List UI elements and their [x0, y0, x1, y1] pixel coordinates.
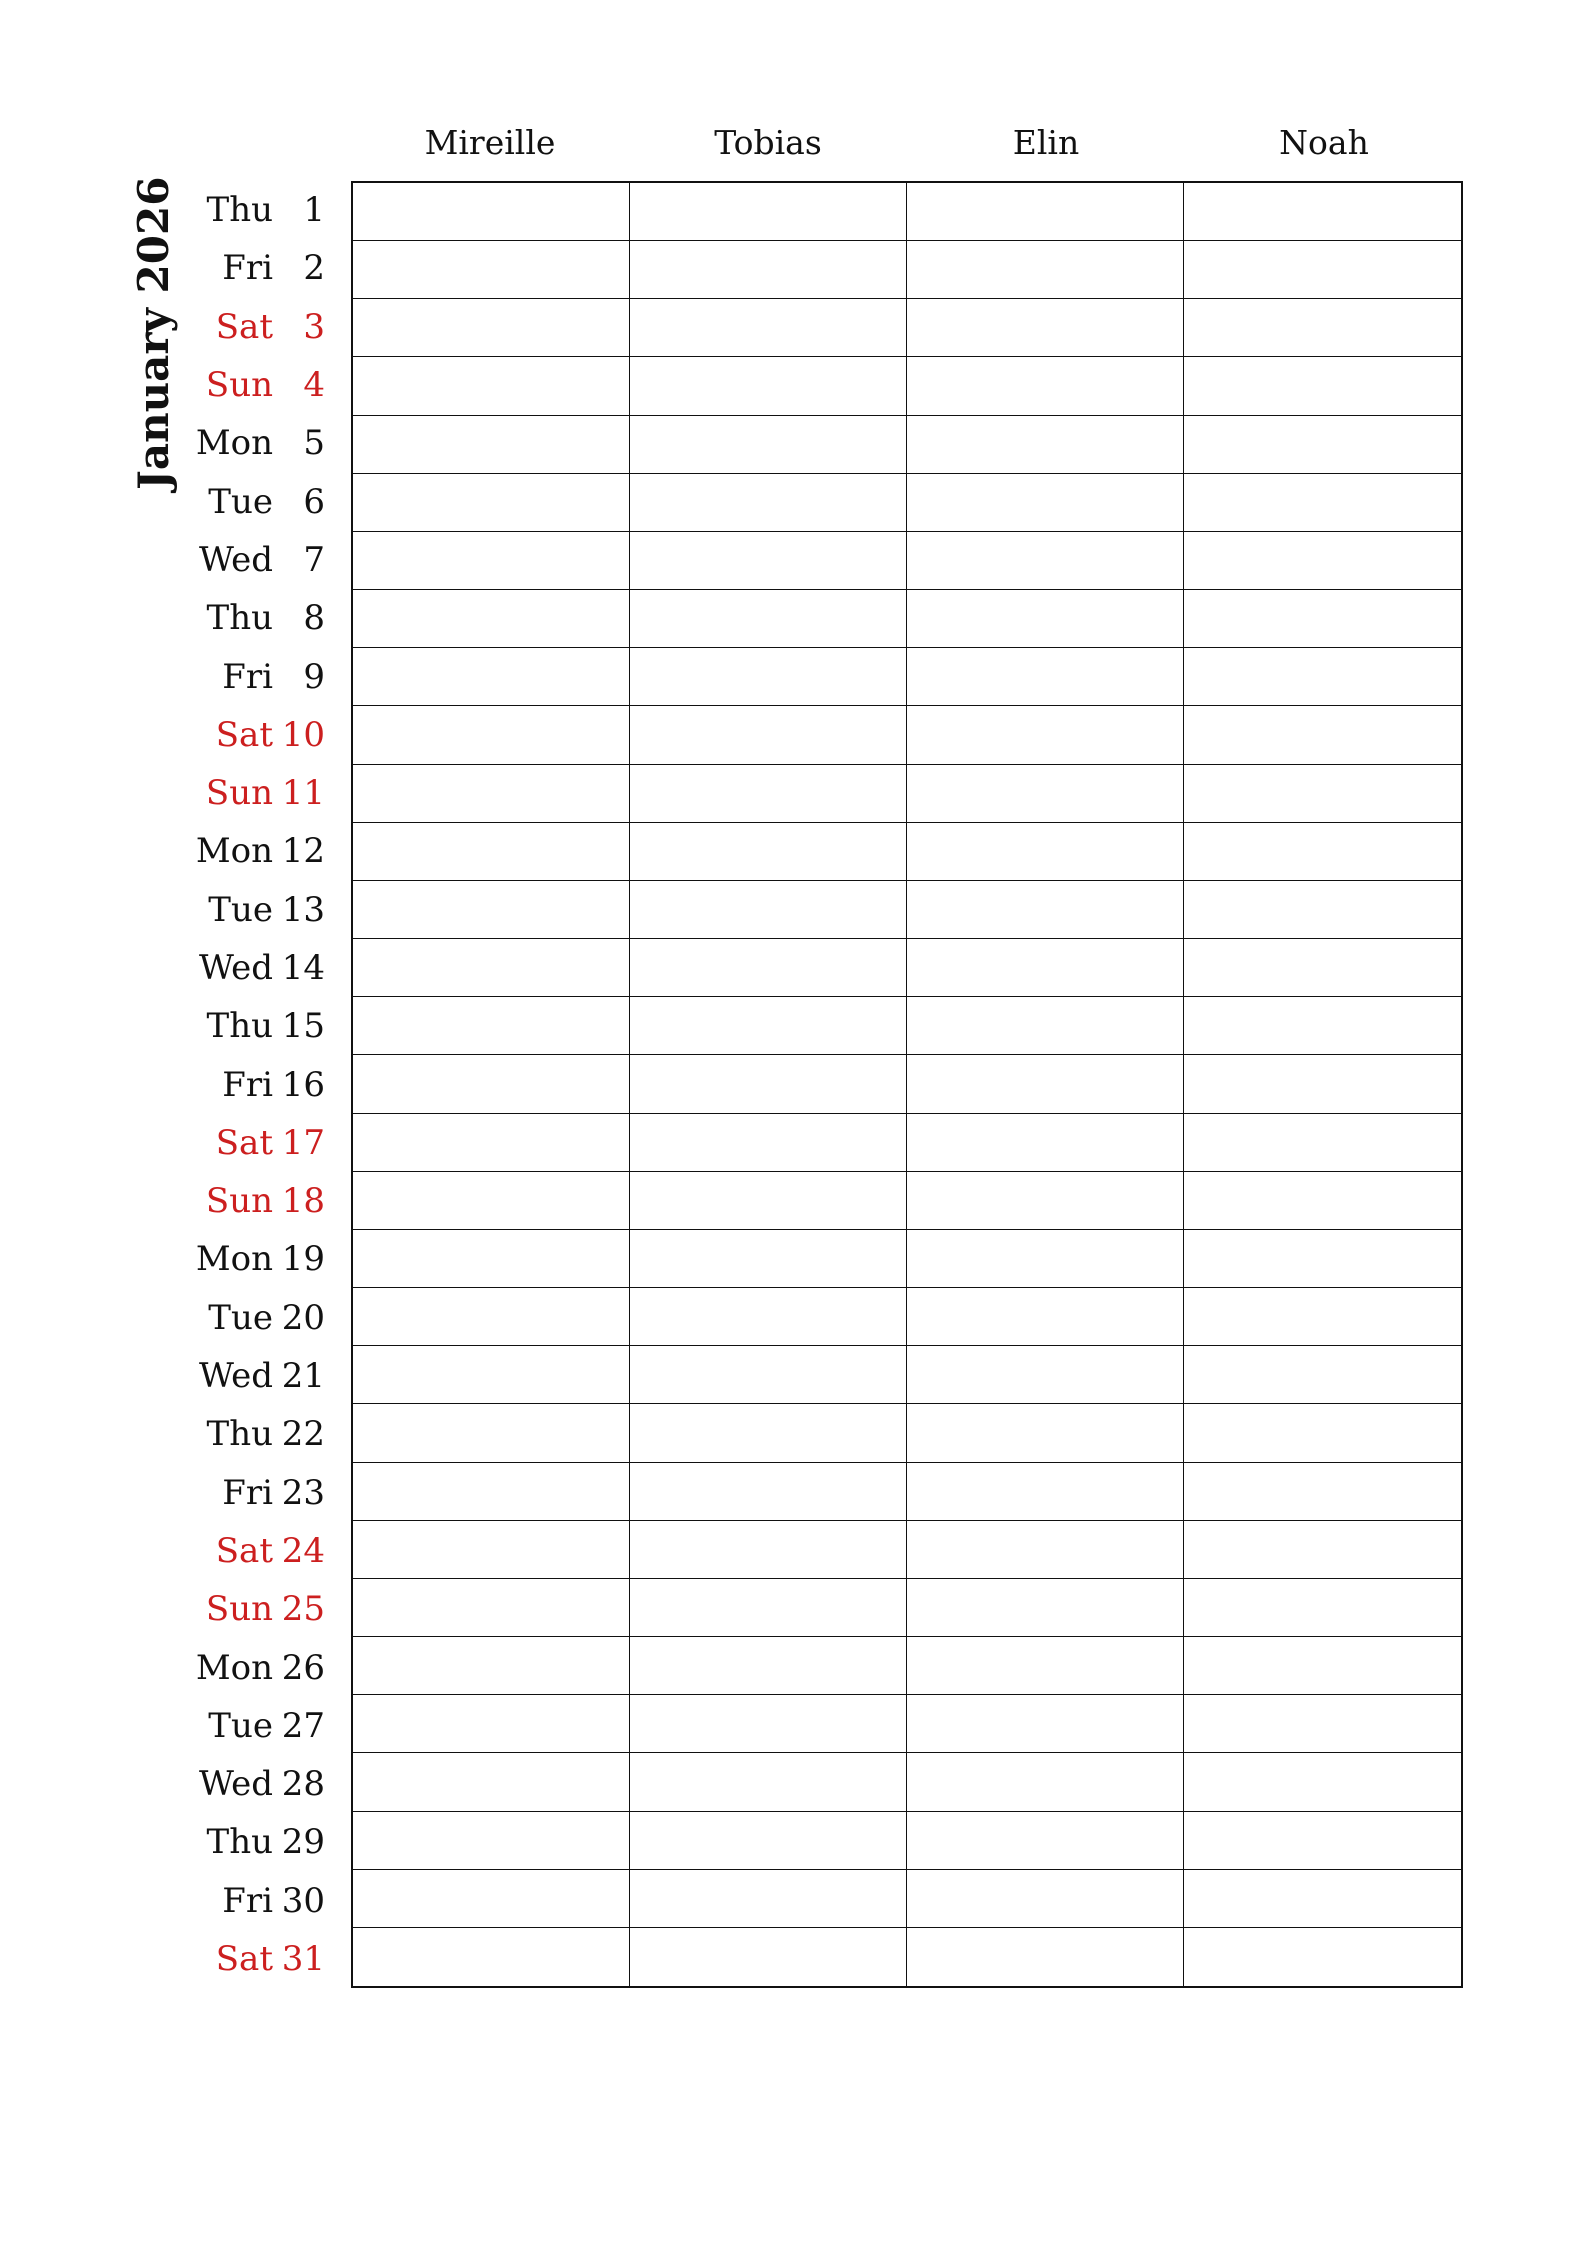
day-number: 6 [303, 481, 325, 522]
schedule-cell[interactable] [353, 1230, 630, 1288]
day-label [180, 414, 325, 472]
schedule-cell[interactable] [1184, 881, 1461, 939]
schedule-cell[interactable] [907, 706, 1184, 764]
schedule-cell[interactable] [1184, 1055, 1461, 1113]
schedule-cell[interactable] [630, 1812, 907, 1870]
day-of-week: Sun [205, 365, 273, 406]
schedule-cell[interactable] [907, 1812, 1184, 1870]
day-of-week: Mon [195, 1647, 273, 1688]
day-number: 15 [281, 1006, 325, 1047]
schedule-cell[interactable] [1184, 1230, 1461, 1288]
schedule-cell[interactable] [353, 1928, 630, 1986]
day-number: 1 [303, 190, 325, 231]
schedule-cell[interactable] [353, 1753, 630, 1811]
day-of-week: Thu [206, 1822, 273, 1863]
day-number: 29 [281, 1822, 325, 1863]
schedule-cell[interactable] [353, 590, 630, 648]
schedule-cell[interactable] [1184, 590, 1461, 648]
schedule-cell[interactable] [1184, 1114, 1461, 1172]
schedule-cell[interactable] [630, 1404, 907, 1462]
schedule-cell[interactable] [630, 299, 907, 357]
schedule-cell[interactable] [630, 1288, 907, 1346]
schedule-cell[interactable] [630, 648, 907, 706]
day-of-week: Sat [215, 306, 273, 347]
day-of-week: Thu [206, 598, 273, 639]
day-of-week: Sat [215, 1530, 273, 1571]
day-label [180, 1172, 325, 1230]
day-of-week: Fri [222, 1472, 273, 1513]
day-of-week: Fri [222, 1880, 273, 1921]
day-label [180, 1464, 325, 1522]
schedule-cell[interactable] [630, 939, 907, 997]
schedule-cell[interactable] [1184, 997, 1461, 1055]
day-number: 5 [303, 423, 325, 464]
schedule-cell[interactable] [1184, 1695, 1461, 1753]
day-of-week: Thu [206, 1414, 273, 1455]
schedule-cell[interactable] [1184, 823, 1461, 881]
day-label [180, 589, 325, 647]
schedule-cell[interactable] [1184, 1812, 1461, 1870]
day-of-week: Fri [222, 1064, 273, 1105]
day-label [180, 472, 325, 530]
schedule-cell[interactable] [353, 1114, 630, 1172]
schedule-cell[interactable] [1184, 1753, 1461, 1811]
schedule-cell[interactable] [907, 1463, 1184, 1521]
schedule-cell[interactable] [907, 1404, 1184, 1462]
day-number: 7 [303, 539, 325, 580]
schedule-cell[interactable] [630, 1753, 907, 1811]
day-number: 2 [303, 248, 325, 289]
schedule-cell[interactable] [1184, 1928, 1461, 1986]
day-of-week: Tue [208, 889, 273, 930]
day-label [180, 881, 325, 939]
day-label [180, 1055, 325, 1113]
day-number: 31 [281, 1939, 325, 1980]
schedule-cell[interactable] [630, 1463, 907, 1521]
schedule-cell[interactable] [1184, 1637, 1461, 1695]
schedule-cell[interactable] [353, 765, 630, 823]
schedule-cell[interactable] [353, 997, 630, 1055]
schedule-cell[interactable] [353, 299, 630, 357]
schedule-cell[interactable] [630, 183, 907, 241]
schedule-cell[interactable] [907, 299, 1184, 357]
schedule-cell[interactable] [907, 648, 1184, 706]
schedule-cell[interactable] [1184, 1463, 1461, 1521]
day-of-week: Wed [198, 948, 273, 988]
day-of-week: Fri [222, 248, 273, 289]
day-of-week: Wed [198, 1356, 273, 1397]
day-label [180, 1405, 325, 1463]
schedule-cell[interactable] [630, 823, 907, 881]
schedule-cell[interactable] [1184, 474, 1461, 532]
schedule-cell[interactable] [353, 1870, 630, 1928]
schedule-cell[interactable] [630, 1695, 907, 1753]
schedule-cell[interactable] [1184, 706, 1461, 764]
schedule-cell[interactable] [907, 590, 1184, 648]
day-label [180, 1697, 325, 1755]
day-label [180, 647, 325, 705]
day-number: 30 [281, 1880, 325, 1921]
schedule-cell[interactable] [907, 1230, 1184, 1288]
day-of-week: Tue [208, 1297, 273, 1338]
day-number: 25 [281, 1589, 325, 1630]
person-header: Elin [1012, 123, 1080, 162]
schedule-cell[interactable] [630, 1579, 907, 1637]
schedule-cell[interactable] [353, 241, 630, 299]
day-number: 8 [303, 598, 325, 639]
day-of-week: Thu [206, 1006, 273, 1047]
schedule-cell[interactable] [353, 1288, 630, 1346]
person-header: Mireille [424, 123, 556, 162]
day-of-week: Tue [208, 481, 273, 522]
day-number: 17 [281, 1122, 325, 1163]
schedule-cell[interactable] [907, 881, 1184, 939]
schedule-cell[interactable] [630, 1230, 907, 1288]
schedule-cell[interactable] [353, 183, 630, 241]
day-label [180, 1580, 325, 1638]
schedule-cell[interactable] [630, 1637, 907, 1695]
day-of-week: Thu [206, 190, 273, 231]
schedule-cell[interactable] [630, 474, 907, 532]
schedule-cell[interactable] [907, 1288, 1184, 1346]
day-number: 12 [281, 831, 325, 872]
day-label [180, 356, 325, 414]
schedule-cell[interactable] [1184, 241, 1461, 299]
schedule-cell[interactable] [630, 532, 907, 590]
schedule-cell[interactable] [907, 416, 1184, 474]
schedule-cell[interactable] [353, 1637, 630, 1695]
schedule-cell[interactable] [1184, 1579, 1461, 1637]
schedule-cell[interactable] [907, 1753, 1184, 1811]
day-label [180, 181, 325, 239]
day-label [180, 1930, 325, 1988]
schedule-cell[interactable] [907, 532, 1184, 590]
day-label [180, 1813, 325, 1871]
day-label [180, 1347, 325, 1405]
day-label [180, 997, 325, 1055]
schedule-cell[interactable] [630, 1114, 907, 1172]
day-of-week: Sun [205, 1181, 273, 1222]
schedule-cell[interactable] [353, 416, 630, 474]
schedule-cell[interactable] [353, 1579, 630, 1637]
schedule-cell[interactable] [1184, 1288, 1461, 1346]
schedule-cell[interactable] [630, 416, 907, 474]
schedule-cell[interactable] [353, 1812, 630, 1870]
schedule-cell[interactable] [630, 706, 907, 764]
day-of-week: Fri [222, 656, 273, 697]
schedule-cell[interactable] [1184, 183, 1461, 241]
day-of-week: Wed [198, 539, 273, 580]
schedule-cell[interactable] [630, 1055, 907, 1113]
day-label [180, 1289, 325, 1347]
schedule-cell[interactable] [907, 1695, 1184, 1753]
schedule-cell[interactable] [1184, 648, 1461, 706]
schedule-cell[interactable] [1184, 1346, 1461, 1404]
day-of-week: Mon [195, 831, 273, 872]
month-title: January 2026 [129, 176, 178, 490]
day-of-week: Sat [215, 1939, 273, 1980]
schedule-cell[interactable] [353, 939, 630, 997]
schedule-cell[interactable] [353, 1172, 630, 1230]
schedule-cell[interactable] [907, 1928, 1184, 1986]
schedule-cell[interactable] [907, 1114, 1184, 1172]
schedule-cell[interactable] [630, 881, 907, 939]
day-of-week: Mon [195, 1239, 273, 1280]
schedule-cell[interactable] [907, 765, 1184, 823]
day-label [180, 706, 325, 764]
schedule-cell[interactable] [1184, 939, 1461, 997]
schedule-cell[interactable] [353, 648, 630, 706]
day-number: 28 [281, 1764, 325, 1805]
schedule-cell[interactable] [630, 590, 907, 648]
day-number: 18 [281, 1181, 325, 1222]
day-number: 20 [281, 1297, 325, 1338]
schedule-cell[interactable] [1184, 765, 1461, 823]
schedule-cell[interactable] [907, 1172, 1184, 1230]
day-number: 19 [281, 1239, 325, 1280]
day-of-week: Sun [205, 1589, 273, 1630]
schedule-cell[interactable] [353, 1346, 630, 1404]
day-number: 24 [281, 1530, 325, 1571]
day-of-week: Sat [215, 714, 273, 755]
schedule-cell[interactable] [907, 997, 1184, 1055]
day-number: 11 [281, 773, 325, 814]
day-label-column [180, 181, 325, 1988]
day-number: 14 [281, 948, 325, 988]
day-of-week: Wed [198, 1764, 273, 1805]
schedule-cell[interactable] [907, 474, 1184, 532]
schedule-cell[interactable] [353, 881, 630, 939]
day-of-week: Mon [195, 423, 273, 464]
schedule-cell[interactable] [353, 357, 630, 415]
schedule-cell[interactable] [353, 1463, 630, 1521]
schedule-cell[interactable] [907, 939, 1184, 997]
day-label [180, 822, 325, 880]
schedule-cell[interactable] [630, 1172, 907, 1230]
schedule-cell[interactable] [1184, 1870, 1461, 1928]
schedule-cell[interactable] [907, 823, 1184, 881]
day-label [180, 1638, 325, 1696]
schedule-cell[interactable] [1184, 357, 1461, 415]
person-header-row [351, 118, 1463, 168]
day-number: 10 [281, 714, 325, 755]
schedule-cell[interactable] [1184, 1404, 1461, 1462]
day-number: 9 [303, 656, 325, 697]
schedule-cell[interactable] [1184, 1521, 1461, 1579]
day-label [180, 239, 325, 297]
schedule-cell[interactable] [907, 1055, 1184, 1113]
day-number: 13 [281, 889, 325, 930]
schedule-cell[interactable] [907, 1346, 1184, 1404]
schedule-cell[interactable] [907, 1521, 1184, 1579]
day-label [180, 1522, 325, 1580]
person-header: Noah [1279, 123, 1369, 162]
schedule-cell[interactable] [630, 1346, 907, 1404]
day-label [180, 764, 325, 822]
schedule-cell[interactable] [630, 997, 907, 1055]
day-label [180, 1230, 325, 1288]
day-label [180, 1755, 325, 1813]
schedule-cell[interactable] [630, 241, 907, 299]
schedule-cell[interactable] [353, 532, 630, 590]
day-number: 4 [303, 365, 325, 406]
schedule-cell[interactable] [353, 1055, 630, 1113]
schedule-cell[interactable] [907, 1870, 1184, 1928]
schedule-cell[interactable] [353, 823, 630, 881]
schedule-cell[interactable] [630, 1521, 907, 1579]
day-label [180, 298, 325, 356]
schedule-grid [351, 181, 1463, 1988]
day-label [180, 1114, 325, 1172]
schedule-cell[interactable] [1184, 1172, 1461, 1230]
day-number: 22 [281, 1414, 325, 1455]
day-number: 16 [281, 1064, 325, 1105]
schedule-cell[interactable] [1184, 416, 1461, 474]
day-number: 23 [281, 1472, 325, 1513]
schedule-cell[interactable] [907, 1637, 1184, 1695]
schedule-cell[interactable] [907, 183, 1184, 241]
schedule-cell[interactable] [353, 1695, 630, 1753]
schedule-cell[interactable] [353, 706, 630, 764]
schedule-cell[interactable] [907, 1579, 1184, 1637]
schedule-cell[interactable] [630, 1928, 907, 1986]
day-label [180, 939, 325, 997]
schedule-cell[interactable] [630, 1870, 907, 1928]
day-of-week: Sat [215, 1122, 273, 1163]
schedule-cell[interactable] [907, 241, 1184, 299]
schedule-cell[interactable] [353, 1404, 630, 1462]
schedule-cell[interactable] [353, 474, 630, 532]
day-label [180, 531, 325, 589]
schedule-cell[interactable] [630, 357, 907, 415]
day-number: 27 [281, 1705, 325, 1746]
day-of-week: Sun [205, 773, 273, 814]
day-number: 21 [281, 1356, 325, 1397]
person-header: Tobias [714, 123, 822, 162]
schedule-cell[interactable] [353, 1521, 630, 1579]
schedule-cell[interactable] [1184, 299, 1461, 357]
day-of-week: Tue [208, 1705, 273, 1746]
schedule-cell[interactable] [630, 765, 907, 823]
day-number: 3 [303, 306, 325, 347]
day-label [180, 1872, 325, 1930]
schedule-cell[interactable] [907, 357, 1184, 415]
day-number: 26 [281, 1647, 325, 1688]
schedule-cell[interactable] [1184, 532, 1461, 590]
